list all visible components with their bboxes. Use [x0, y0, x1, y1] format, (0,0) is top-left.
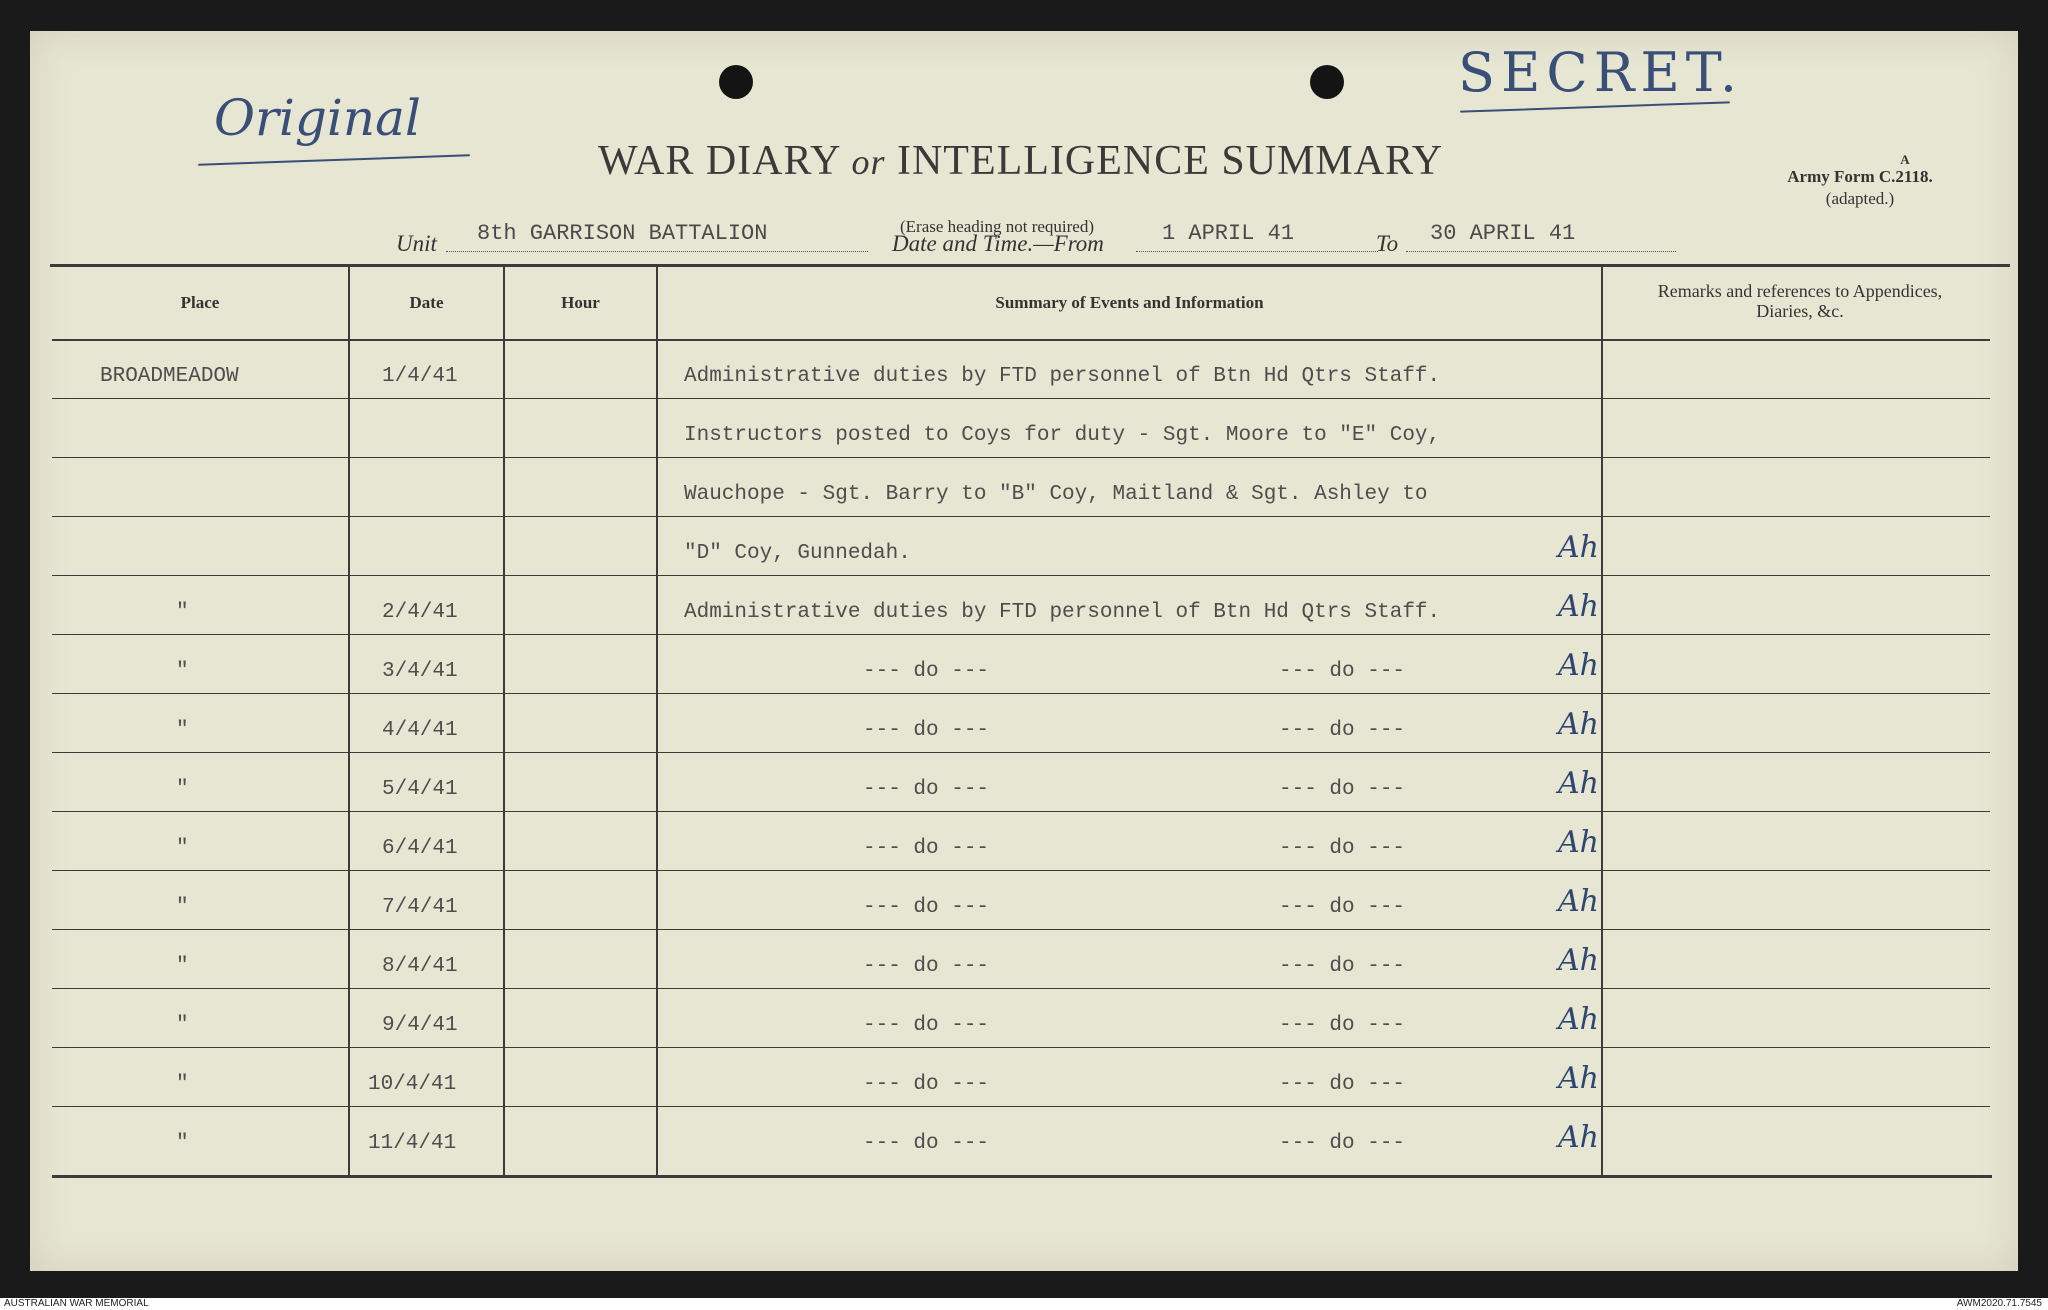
erase-note: (Erase heading not required) [900, 217, 1094, 236]
entry-summary: --- do --- [863, 1014, 990, 1037]
column-rule-summary [656, 266, 658, 1176]
entry-place: " [176, 719, 189, 742]
entry-summary-repeat: --- do --- [1279, 719, 1406, 742]
entry-summary-repeat: --- do --- [1279, 1014, 1406, 1037]
header-bottom-rule [52, 339, 1990, 341]
entry-initials: Ah [1558, 884, 1599, 919]
entry-summary-repeat: --- do --- [1279, 896, 1406, 919]
army-form-label: Army Form C.2118. [1787, 167, 1933, 186]
header-place: Place [180, 293, 220, 312]
column-rule-hour [503, 266, 505, 1176]
row-rule [52, 634, 1990, 635]
entry-date: 8/4/41 [382, 955, 458, 978]
entry-summary-repeat: --- do --- [1279, 778, 1406, 801]
entry-place: BROADMEADOW [100, 365, 239, 388]
row-rule [52, 752, 1990, 753]
footer-catalogue-id: AWM2020.71.7545 [1956, 1298, 2042, 1309]
entry-initials: Ah [1558, 1120, 1599, 1155]
entry-place: " [176, 955, 189, 978]
entry-initials: Ah [1558, 648, 1599, 683]
original-underline [198, 154, 470, 165]
diary-page [30, 31, 2018, 1271]
entry-summary: Instructors posted to Coys for duty - Sgt. Moore to "E" Coy, [684, 424, 1441, 447]
entry-initials: Ah [1558, 707, 1599, 742]
entry-initials: Ah [1558, 530, 1599, 565]
entry-summary: --- do --- [863, 896, 990, 919]
entry-summary: --- do --- [863, 660, 990, 683]
entry-initials: Ah [1558, 589, 1599, 624]
handwritten-original-note: Original [214, 89, 421, 147]
entry-date: 3/4/41 [382, 660, 458, 683]
entry-summary: --- do --- [863, 1073, 990, 1096]
to-dotted-line [1406, 251, 1676, 252]
form-title [598, 137, 1558, 185]
entry-date: 11/4/41 [368, 1132, 457, 1155]
row-rule [52, 516, 1990, 517]
row-rule [52, 398, 1990, 399]
entry-date: 9/4/41 [382, 1014, 458, 1037]
entry-date: 1/4/41 [382, 365, 458, 388]
entry-summary-repeat: --- do --- [1279, 660, 1406, 683]
entry-place: " [176, 1132, 189, 1155]
entry-summary: Administrative duties by FTD personnel of Btn Hd Qtrs Staff. [684, 365, 1441, 388]
title-war-diary: WAR DIARY [598, 138, 840, 184]
row-rule [52, 870, 1990, 871]
adapted-note: (adapted.) [1825, 189, 1895, 208]
handwritten-secret-note: SECRET. [1458, 41, 1744, 104]
to-label: To [1376, 231, 1399, 256]
unit-dotted-line [446, 251, 868, 252]
punch-hole-left [719, 65, 753, 99]
column-rule-date [348, 266, 350, 1176]
entry-initials: Ah [1558, 825, 1599, 860]
entry-summary-repeat: --- do --- [1279, 837, 1406, 860]
from-dotted-line [1136, 251, 1378, 252]
entry-date: 5/4/41 [382, 778, 458, 801]
table-top-rule [50, 264, 2010, 267]
unit-value: 8th GARRISON BATTALION [477, 221, 768, 246]
entry-summary: --- do --- [863, 778, 990, 801]
unit-label: Unit [396, 231, 437, 256]
entry-date: 6/4/41 [382, 837, 458, 860]
header-remarks: Remarks and references to Appendices, Diaries, &c. [1657, 281, 1943, 321]
entry-place: " [176, 1014, 189, 1037]
row-rule [52, 1047, 1990, 1048]
to-date-value: 30 APRIL 41 [1430, 221, 1576, 246]
title-intelligence-summary: INTELLIGENCE SUMMARY [896, 138, 1444, 184]
entry-summary-repeat: --- do --- [1279, 955, 1406, 978]
entry-summary: --- do --- [863, 719, 990, 742]
entry-summary-repeat: --- do --- [1279, 1073, 1406, 1096]
entry-place: " [176, 778, 189, 801]
title-or: or [851, 142, 886, 182]
entry-date: 2/4/41 [382, 601, 458, 624]
entry-summary: "D" Coy, Gunnedah. [684, 542, 911, 565]
column-rule-remarks [1601, 266, 1603, 1176]
entry-place: " [176, 1073, 189, 1096]
entry-initials: Ah [1558, 943, 1599, 978]
entry-date: 7/4/41 [382, 896, 458, 919]
entry-place: " [176, 601, 189, 624]
entry-summary: --- do --- [863, 837, 990, 860]
header-date: Date [409, 293, 444, 312]
entry-initials: Ah [1558, 1002, 1599, 1037]
entry-summary-repeat: --- do --- [1279, 1132, 1406, 1155]
footer-bar [0, 1298, 2048, 1310]
header-hour: Hour [561, 293, 600, 312]
row-rule [52, 811, 1990, 812]
entry-date: 4/4/41 [382, 719, 458, 742]
row-rule [52, 693, 1990, 694]
punch-hole-right [1310, 65, 1344, 99]
entry-date: 10/4/41 [368, 1073, 457, 1096]
entry-summary: Administrative duties by FTD personnel of Btn Hd Qtrs Staff. [684, 601, 1441, 624]
entry-place: " [176, 660, 189, 683]
row-rule [52, 1106, 1990, 1107]
entry-summary: Wauchope - Sgt. Barry to "B" Coy, Maitland & Sgt. Ashley to [684, 483, 1428, 506]
date-time-label: Date and Time.—From [892, 231, 1104, 256]
army-form-mark: A [1900, 152, 1910, 167]
entry-summary: --- do --- [863, 955, 990, 978]
footer-credit: AUSTRALIAN WAR MEMORIAL [4, 1298, 149, 1309]
row-rule [52, 988, 1990, 989]
entry-place: " [176, 896, 189, 919]
entry-initials: Ah [1558, 1061, 1599, 1096]
entry-initials: Ah [1558, 766, 1599, 801]
army-form-number [1750, 153, 1970, 210]
row-rule [52, 457, 1990, 458]
header-summary: Summary of Events and Information [995, 293, 1264, 312]
table-bottom-rule [52, 1175, 1992, 1178]
row-rule [52, 575, 1990, 576]
row-rule [52, 929, 1990, 930]
entry-place: " [176, 837, 189, 860]
from-date-value: 1 APRIL 41 [1162, 221, 1295, 246]
entry-summary: --- do --- [863, 1132, 990, 1155]
